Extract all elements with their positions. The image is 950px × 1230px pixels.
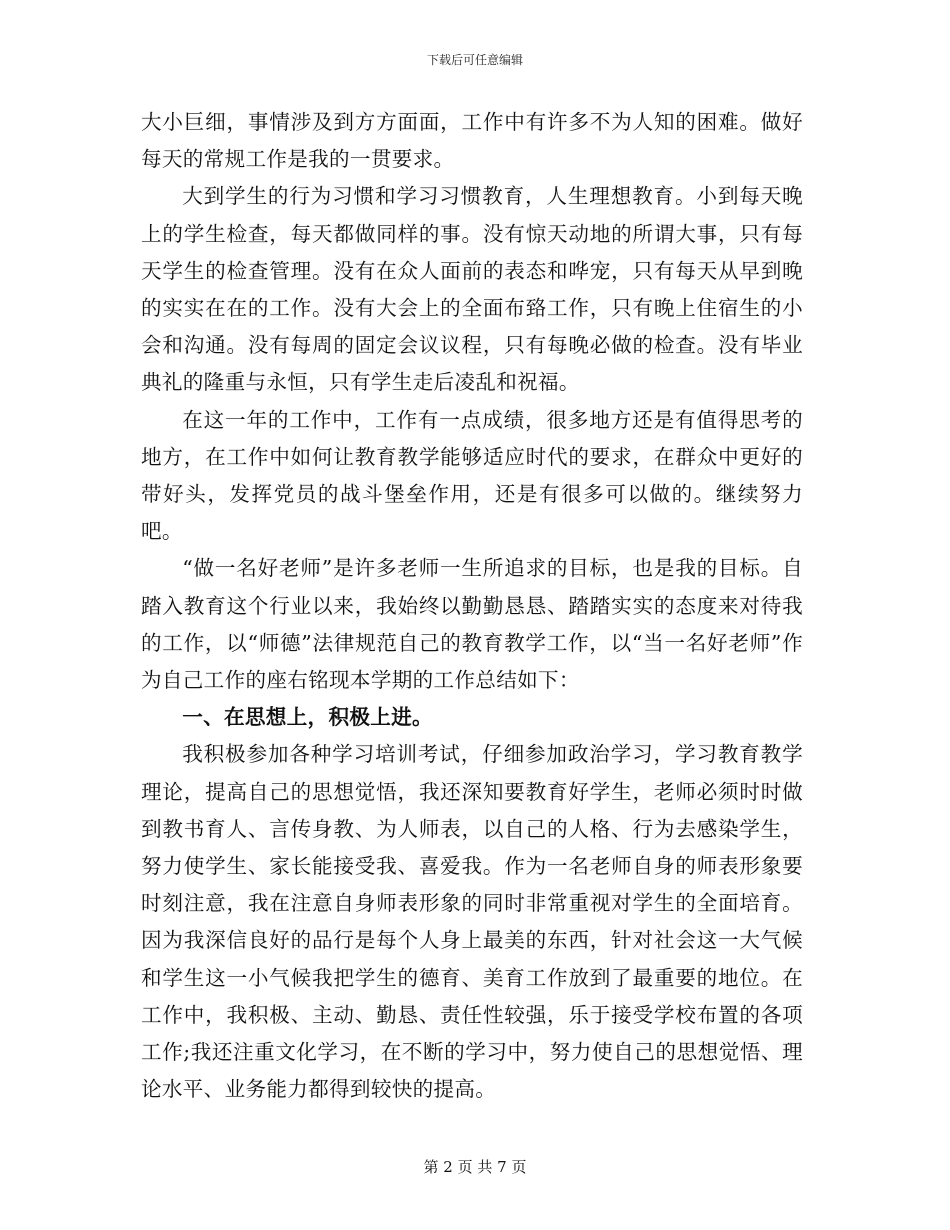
paragraph-daily-work: 大到学生的行为习惯和学习习惯教育，人生理想教育。小到每天晚上的学生检查，每天都做同样的事。没有惊天动地的所谓大事，只有每天学生的检查管理。没有在众人面前的表态和哗宠，只有每天从早到晚的实实在在的工作。没有大会上的全面布臵工作，只有晚上住宿生的小会和沟通。没有每周的固定会议议程，只有每晚必做的检查。没有毕业典礼的隆重与永恒，只有学生走后凌乱和祝福。: [141, 184, 803, 395]
paragraph-year-reflection: 在这一年的工作中，工作有一点成绩，很多地方还是有值得思考的地方，在工作中如何让教育教学能够适应时代的要求，在群众中更好的带好头，发挥党员的战斗堡垒作用，还是有很多可以做的。继续努力吧。: [141, 407, 803, 544]
header-note: 下载后可任意编辑: [426, 53, 523, 67]
paragraph-good-teacher: “做一名好老师”是许多老师一生所追求的目标，也是我的目标。自踏入教育这个行业以来，我始终以勤勤恳恳、踏踏实实的态度来对待我的工作，以“师德”法律规范自己的教育教学工作，以“当一名好老师”作为自己工作的座右铭现本学期的工作总结如下：: [141, 556, 803, 693]
section-heading-thought: 一、在思想上，积极上进。: [182, 705, 433, 730]
paragraph-study-training: 我积极参加各种学习培训考试，仔细参加政治学习，学习教育教学理论，提高自己的思想觉悟，我还深知要教育好学生，老师必须时时做到教书育人、言传身教、为人师表，以自己的人格、行为去感染学生，努力使学生、家长能接受我、喜爱我。作为一名老师自身的师表形象要时刻注意，我在注意自身师表形象的同时非常重视对学生的全面培育。因为我深信良好的品行是每个人身上最美的东西，针对社会这一大气候和学生这一小气候我把学生的德育、美育工作放到了最重要的地位。在工作中，我积极、主动、勤恳、责任性较强，乐于接受学校布置的各项工作;我还注重文化学习，在不断的学习中，努力使自己的思想觉悟、理论水平、业务能力都得到较快的提高。: [141, 742, 803, 1102]
document-body: [141, 104, 803, 1108]
page-indicator: 第 2 页 共 7 页: [423, 1158, 527, 1176]
paragraph-continuation: 大小巨细，事情涉及到方方面面，工作中有许多不为人知的困难。做好每天的常规工作是我的一贯要求。: [141, 110, 803, 172]
